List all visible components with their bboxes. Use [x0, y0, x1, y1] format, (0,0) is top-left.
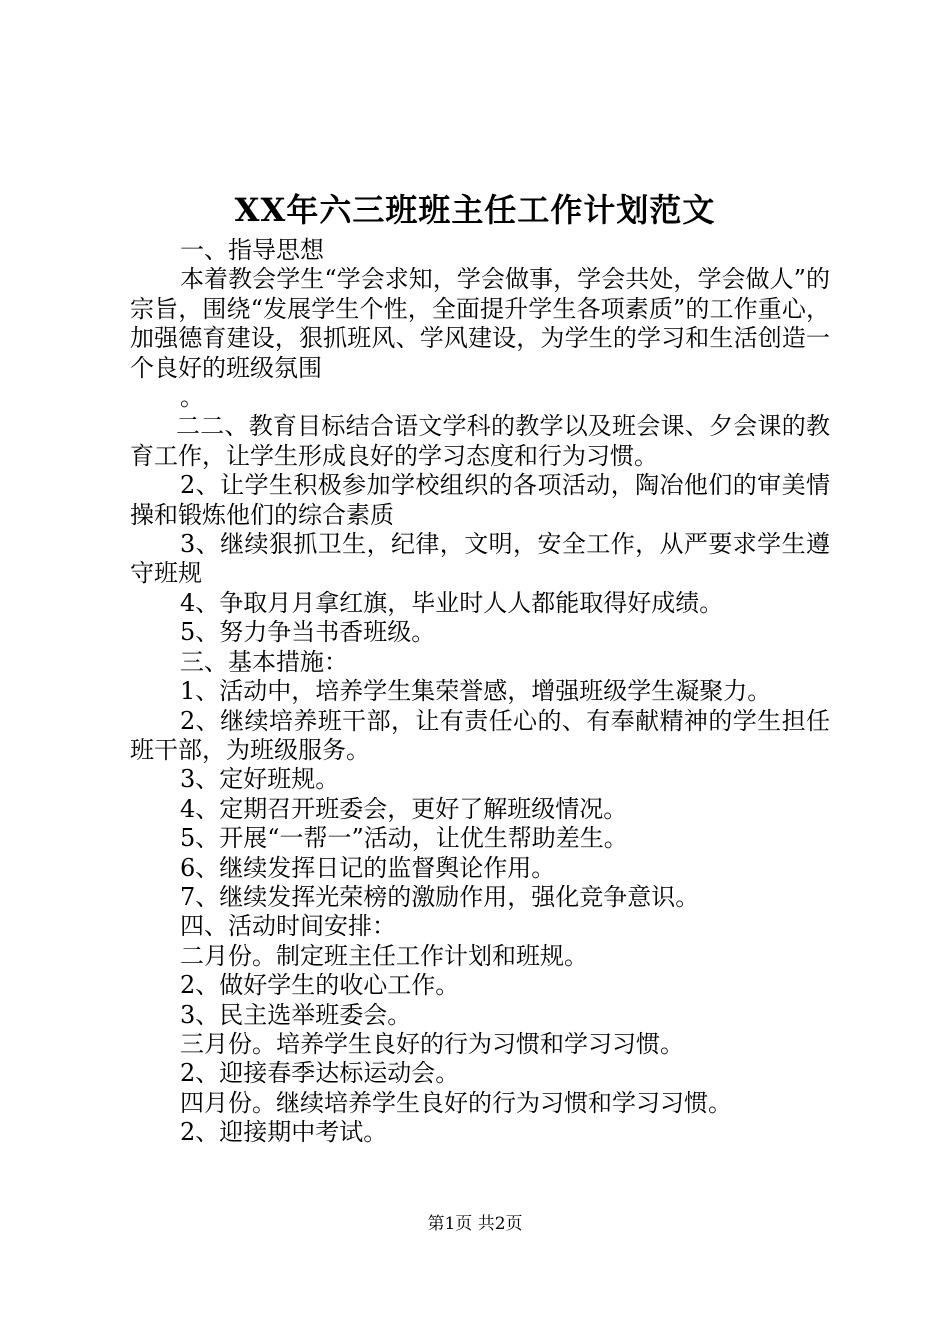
list-item: 2、迎接期中考试。	[180, 1118, 388, 1147]
paragraph: 二二、教育目标结合语文学科的教学以及班会课、夕会课的教育工作，让学生形成良好的学习态度和行为习惯。	[130, 412, 830, 470]
list-item: 3、继续狠抓卫生，纪律，文明，安全工作，从严要求学生遵守班规	[130, 530, 830, 588]
schedule-item: 二月份。制定班主任工作计划和班规。	[180, 941, 588, 970]
list-item: 2、做好学生的收心工作。	[180, 971, 460, 1000]
list-item: 2、让学生积极参加学校组织的各项活动，陶冶他们的审美情操和锻炼他们的综合素质	[130, 471, 830, 529]
list-item: 4、争取月月拿红旗，毕业时人人都能取得好成绩。	[180, 588, 724, 617]
document-body	[130, 236, 830, 1148]
page-number: 第1页 共2页	[427, 1214, 523, 1234]
section-heading: 三、基本措施：	[180, 647, 348, 676]
list-item: 4、定期召开班委会，更好了解班级情况。	[180, 794, 628, 823]
list-item: 6、继续发挥日记的监督舆论作用。	[180, 853, 556, 882]
list-item: 2、迎接春季达标运动会。	[180, 1059, 460, 1088]
document-title: XX年六三班班主任工作计划范文	[234, 191, 716, 229]
section-heading: 一、指导思想	[180, 236, 324, 264]
schedule-item: 三月份。培养学生良好的行为习惯和学习习惯。	[180, 1029, 684, 1058]
list-item: 5、努力争当书香班级。	[180, 618, 436, 647]
list-item: 3、定好班规。	[180, 765, 340, 794]
section-heading: 四、活动时间安排：	[180, 912, 396, 941]
list-item: 1、活动中，培养学生集荣誉感，增强班级学生凝聚力。	[180, 677, 772, 706]
paragraph: 。	[180, 383, 204, 412]
schedule-item: 四月份。继续培养学生良好的行为习惯和学习习惯。	[180, 1088, 732, 1117]
list-item: 7、继续发挥光荣榜的激励作用，强化竞争意识。	[180, 882, 700, 911]
list-item: 2、继续培养班干部，让有责任心的、有奉献精神的学生担任班干部，为班级服务。	[130, 706, 830, 764]
list-item: 5、开展“一帮一”活动，让优生帮助差生。	[180, 824, 628, 853]
paragraph: 本着教会学生“学会求知，学会做事，学会共处，学会做人”的宗旨，围绕“发展学生个性，全面提升学生各项素质”的工作重心，加强德育建设，狠抓班风、学风建设，为学生的学习和生活创造一个良好的班级氛围	[130, 265, 830, 382]
list-item: 3、民主选举班委会。	[180, 1000, 412, 1029]
